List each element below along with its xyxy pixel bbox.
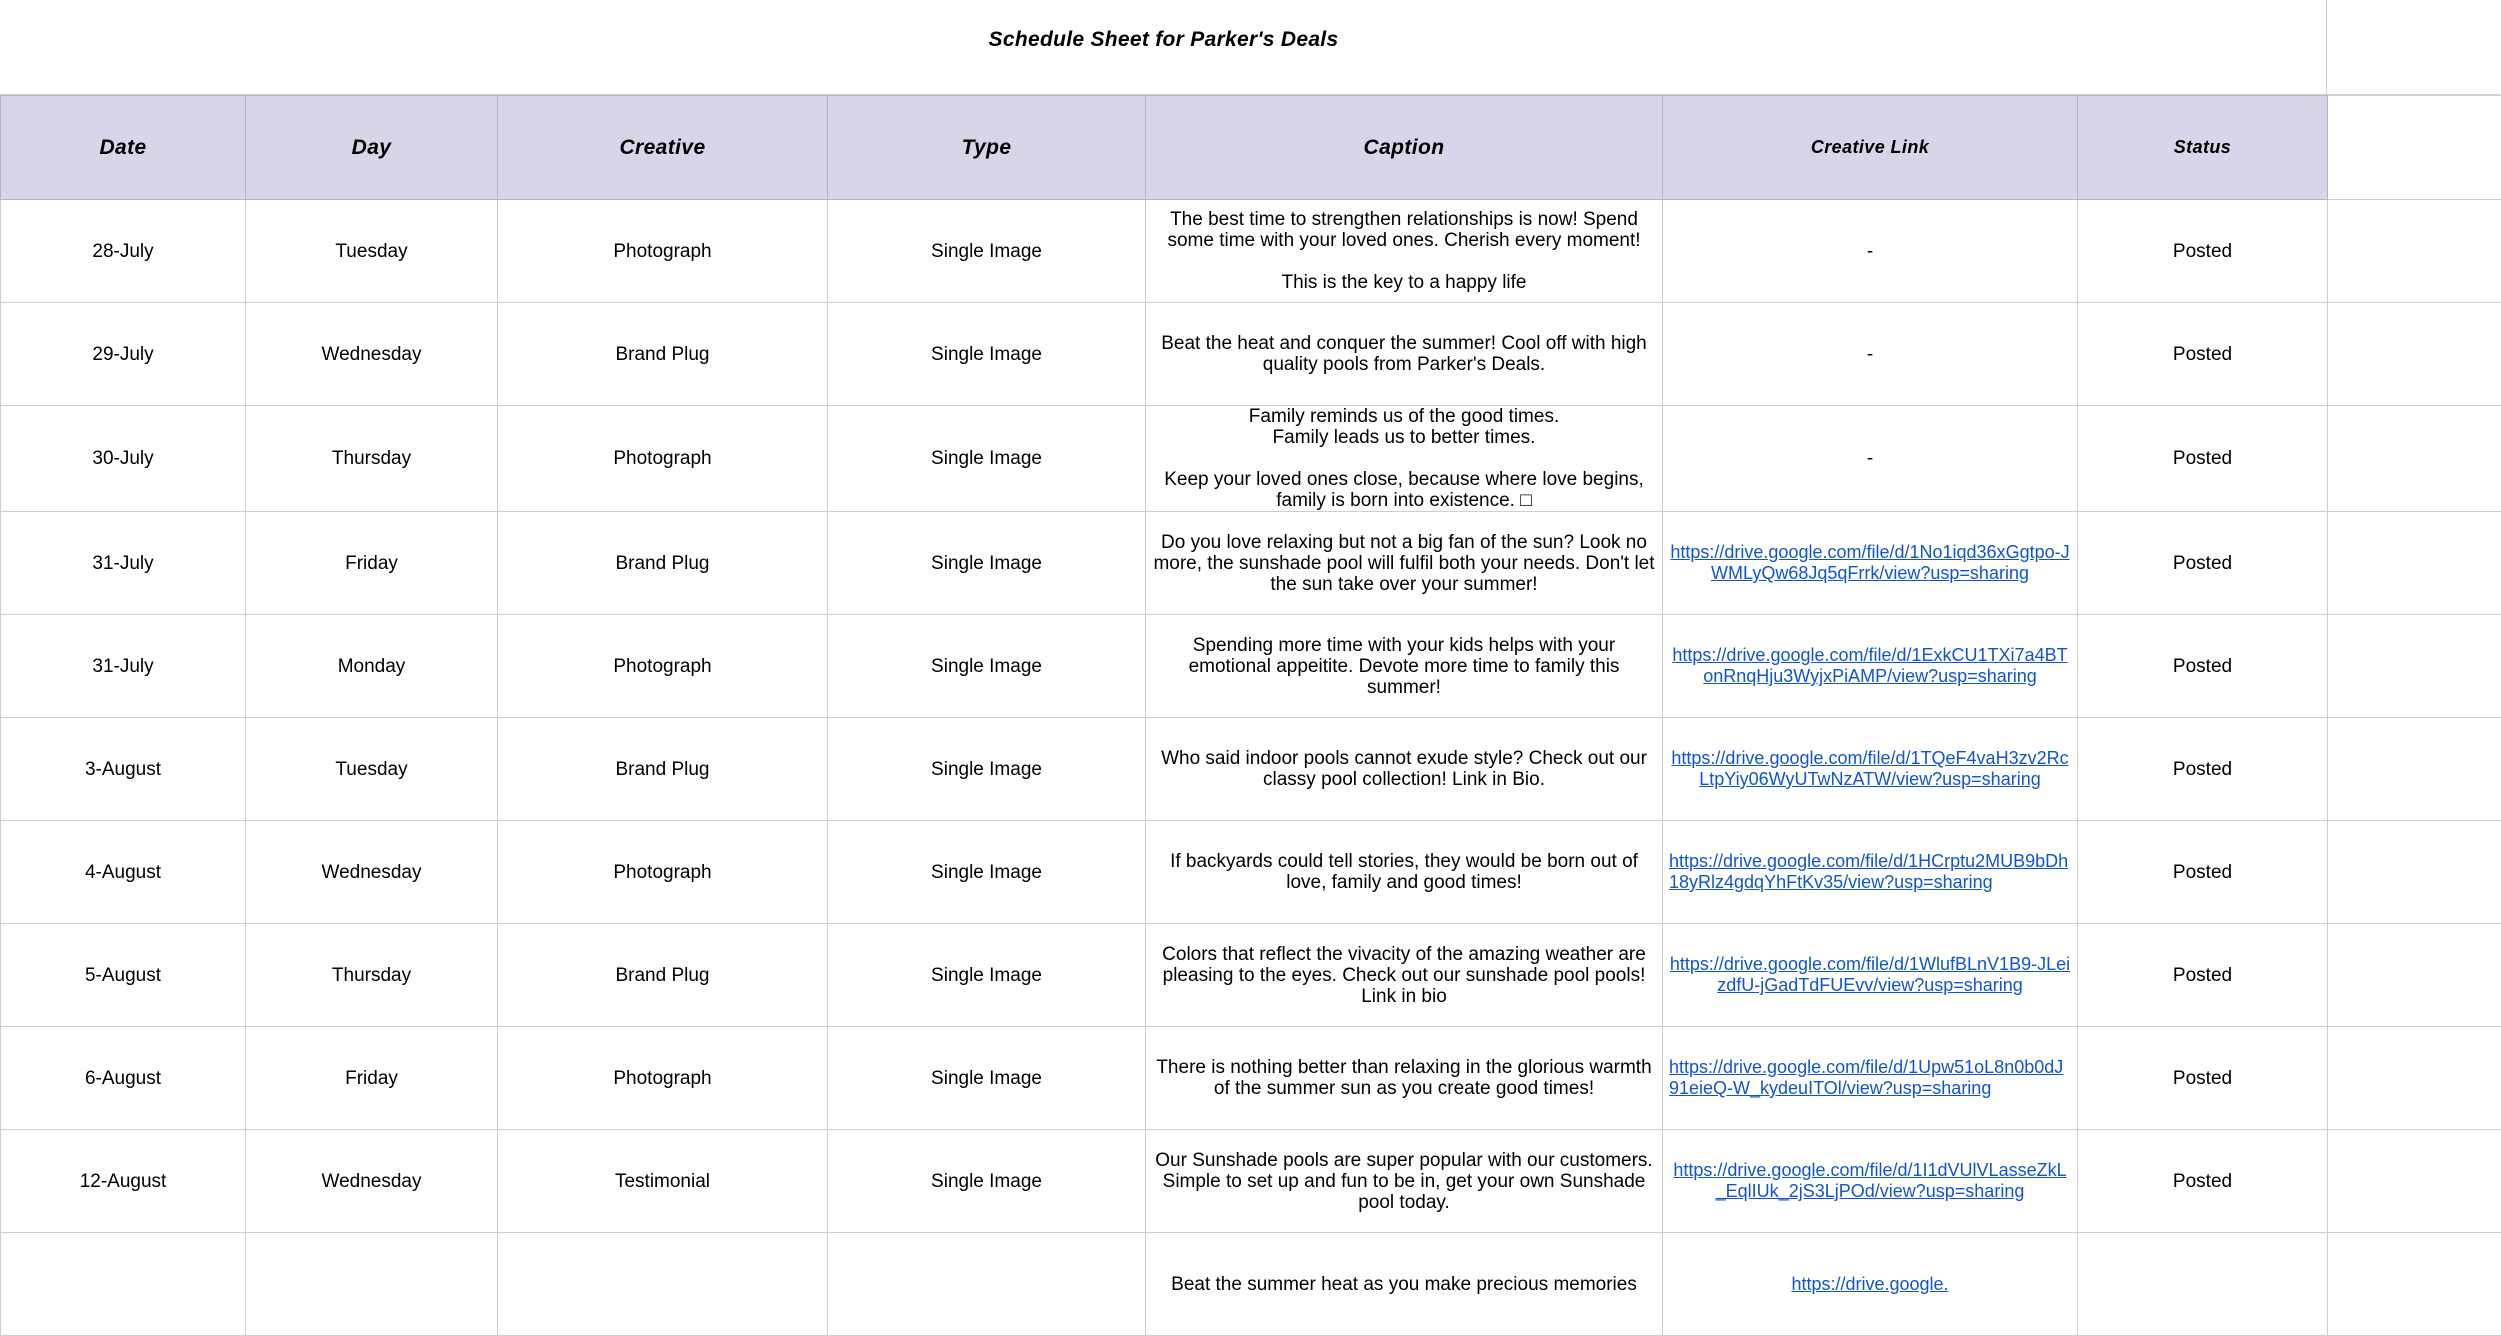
status-cell[interactable]: Posted — [2078, 1130, 2328, 1233]
caption-cell[interactable]: Do you love relaxing but not a big fan of the sun? Look no more, the sunshade pool will fulfil both your needs. Don't let the sun take over your summer! — [1146, 512, 1663, 615]
creative-cell[interactable]: Photograph — [498, 615, 828, 718]
creative-link[interactable]: https://drive.google.com/file/d/1TQeF4vaH3zv2RcLtpYiy06WyUTwNzATW/view?usp=sharing — [1671, 748, 2069, 789]
caption-cell[interactable]: Family reminds us of the good times. Family leads us to better times. Keep your loved ones close, because where love begins, family is born into existence. □ — [1146, 406, 1663, 512]
type-cell[interactable]: Single Image — [828, 1027, 1146, 1130]
table-row — [1, 718, 2501, 821]
type-cell[interactable]: Single Image — [828, 718, 1146, 821]
empty-cell[interactable] — [2327, 0, 2500, 95]
caption-cell[interactable]: Spending more time with your kids helps with your emotional appeitite. Devote more time to family this summer! — [1146, 615, 1663, 718]
schedule-table — [0, 95, 2501, 1336]
empty-cell[interactable] — [2328, 200, 2501, 303]
status-cell[interactable]: Posted — [2078, 200, 2328, 303]
table-row — [1, 924, 2501, 1027]
creative-link[interactable]: https://drive.google.com/file/d/1HCrptu2MUB9bDh18yRlz4gdqYhFtKv35/view?usp=sharing — [1669, 851, 2069, 892]
date-cell[interactable]: 4-August — [1, 821, 246, 924]
day-cell[interactable]: Thursday — [246, 924, 498, 1027]
empty-cell[interactable] — [2328, 1233, 2501, 1336]
type-cell[interactable]: Single Image — [828, 200, 1146, 303]
empty-cell[interactable] — [2328, 303, 2501, 406]
status-cell[interactable]: Posted — [2078, 821, 2328, 924]
creative-link-cell[interactable]: - — [1663, 303, 2078, 406]
date-cell[interactable]: 28-July — [1, 200, 246, 303]
header-day[interactable]: Day — [246, 96, 498, 200]
header-creative-link[interactable]: Creative Link — [1663, 96, 2078, 200]
empty-cell[interactable] — [2328, 718, 2501, 821]
type-cell[interactable]: Single Image — [828, 924, 1146, 1027]
creative-link-cell[interactable] — [1663, 924, 2078, 1027]
day-cell[interactable]: Monday — [246, 615, 498, 718]
creative-link-cell[interactable] — [1663, 821, 2078, 924]
empty-cell[interactable] — [2328, 96, 2501, 200]
header-caption[interactable]: Caption — [1146, 96, 1663, 200]
type-cell[interactable]: Single Image — [828, 1130, 1146, 1233]
title-cell[interactable] — [0, 0, 2327, 95]
status-cell[interactable]: Posted — [2078, 718, 2328, 821]
header-row — [1, 96, 2501, 200]
type-cell[interactable] — [828, 1233, 1146, 1336]
table-row — [1, 1233, 2501, 1336]
day-cell[interactable]: Wednesday — [246, 821, 498, 924]
caption-cell[interactable]: Beat the summer heat as you make precious memories — [1146, 1233, 1663, 1336]
type-cell[interactable]: Single Image — [828, 615, 1146, 718]
table-row — [1, 1130, 2501, 1233]
caption-cell[interactable]: The best time to strengthen relationships is now! Spend some time with your loved ones. Cherish every moment! This is the key to a happy life — [1146, 200, 1663, 303]
table-row — [1, 512, 2501, 615]
date-cell[interactable]: 3-August — [1, 718, 246, 821]
creative-cell[interactable]: Brand Plug — [498, 718, 828, 821]
day-cell[interactable] — [246, 1233, 498, 1336]
empty-cell[interactable] — [2328, 406, 2501, 512]
caption-cell[interactable]: Beat the heat and conquer the summer! Cool off with high quality pools from Parker's Deals. — [1146, 303, 1663, 406]
creative-cell[interactable]: Testimonial — [498, 1130, 828, 1233]
empty-cell[interactable] — [2328, 821, 2501, 924]
creative-link[interactable]: https://drive.google.com/file/d/1ExkCU1TXi7a4BTonRnqHju3WyjxPiAMP/view?usp=sharing — [1672, 645, 2068, 686]
creative-cell[interactable]: Brand Plug — [498, 303, 828, 406]
status-cell[interactable] — [2078, 1233, 2328, 1336]
creative-cell[interactable] — [498, 1233, 828, 1336]
creative-link-cell[interactable] — [1663, 1027, 2078, 1130]
caption-cell[interactable]: Our Sunshade pools are super popular with our customers. Simple to set up and fun to be in, get your own Sunshade pool today. — [1146, 1130, 1663, 1233]
creative-cell[interactable]: Photograph — [498, 821, 828, 924]
day-cell[interactable]: Friday — [246, 1027, 498, 1130]
status-cell[interactable]: Posted — [2078, 924, 2328, 1027]
table-row — [1, 303, 2501, 406]
creative-link-cell[interactable] — [1663, 512, 2078, 615]
table-row — [1, 1027, 2501, 1130]
date-cell[interactable] — [1, 1233, 246, 1336]
creative-cell[interactable]: Photograph — [498, 1027, 828, 1130]
empty-cell[interactable] — [2328, 1130, 2501, 1233]
day-cell[interactable]: Tuesday — [246, 200, 498, 303]
status-cell[interactable]: Posted — [2078, 512, 2328, 615]
day-cell[interactable]: Tuesday — [246, 718, 498, 821]
creative-link-cell[interactable] — [1663, 718, 2078, 821]
header-status[interactable]: Status — [2078, 96, 2328, 200]
creative-link[interactable]: https://drive.google.com/file/d/1Upw51oL8n0b0dJ91eieQ-W_kydeuITOl/view?usp=sharing — [1669, 1057, 2064, 1098]
empty-cell[interactable] — [2328, 615, 2501, 718]
day-cell[interactable]: Friday — [246, 512, 498, 615]
date-cell[interactable]: 12-August — [1, 1130, 246, 1233]
header-creative[interactable]: Creative — [498, 96, 828, 200]
creative-link-cell[interactable]: - — [1663, 406, 2078, 512]
caption-cell[interactable]: If backyards could tell stories, they would be born out of love, family and good times! — [1146, 821, 1663, 924]
table-body — [1, 200, 2501, 1336]
date-cell[interactable]: 31-July — [1, 615, 246, 718]
creative-cell[interactable]: Brand Plug — [498, 924, 828, 1027]
creative-link[interactable]: https://drive.google.com/file/d/1I1dVUlVLasseZkL_EqlIUk_2jS3LjPOd/view?usp=sharing — [1673, 1160, 2067, 1201]
creative-link[interactable]: https://drive.google.com/file/d/1WlufBLnV1B9-JLeizdfU-jGadTdFUEvv/view?usp=sharing — [1669, 954, 2071, 995]
creative-link-cell[interactable] — [1663, 615, 2078, 718]
day-cell[interactable]: Thursday — [246, 406, 498, 512]
status-cell[interactable]: Posted — [2078, 303, 2328, 406]
creative-cell[interactable]: Brand Plug — [498, 512, 828, 615]
creative-link-cell[interactable] — [1663, 1233, 2078, 1336]
creative-link[interactable]: https://drive.google. — [1791, 1273, 1949, 1294]
date-cell[interactable]: 6-August — [1, 1027, 246, 1130]
caption-cell[interactable]: Who said indoor pools cannot exude style? Check out our classy pool collection! Link in Bio. — [1146, 718, 1663, 821]
day-cell[interactable]: Wednesday — [246, 303, 498, 406]
type-cell[interactable]: Single Image — [828, 406, 1146, 512]
status-cell[interactable]: Posted — [2078, 406, 2328, 512]
date-cell[interactable]: 30-July — [1, 406, 246, 512]
table-row — [1, 200, 2501, 303]
date-cell[interactable]: 31-July — [1, 512, 246, 615]
type-cell[interactable]: Single Image — [828, 303, 1146, 406]
date-cell[interactable]: 5-August — [1, 924, 246, 1027]
day-cell[interactable]: Wednesday — [246, 1130, 498, 1233]
table-row — [1, 615, 2501, 718]
type-cell[interactable]: Single Image — [828, 512, 1146, 615]
status-cell[interactable]: Posted — [2078, 615, 2328, 718]
empty-cell[interactable] — [2328, 512, 2501, 615]
type-cell[interactable]: Single Image — [828, 821, 1146, 924]
creative-link-cell[interactable]: - — [1663, 200, 2078, 303]
creative-link[interactable]: https://drive.google.com/file/d/1No1iqd36xGgtpo-JWMLyQw68Jq5qFrrk/view?usp=sharing — [1670, 542, 2070, 583]
header-date[interactable]: Date — [1, 96, 246, 200]
caption-cell[interactable]: There is nothing better than relaxing in the glorious warmth of the summer sun as you create good times! — [1146, 1027, 1663, 1130]
creative-cell[interactable]: Photograph — [498, 406, 828, 512]
creative-link-cell[interactable] — [1663, 1130, 2078, 1233]
creative-cell[interactable]: Photograph — [498, 200, 828, 303]
empty-cell[interactable] — [2328, 924, 2501, 1027]
header-type[interactable]: Type — [828, 96, 1146, 200]
empty-cell[interactable] — [2328, 1027, 2501, 1130]
sheet-title: Schedule Sheet for Parker's Deals — [988, 28, 1339, 51]
status-cell[interactable]: Posted — [2078, 1027, 2328, 1130]
date-cell[interactable]: 29-July — [1, 303, 246, 406]
table-row — [1, 406, 2501, 512]
caption-cell[interactable]: Colors that reflect the vivacity of the amazing weather are pleasing to the eyes. Check out our sunshade pool pools! Link in bio — [1146, 924, 1663, 1027]
table-row — [1, 821, 2501, 924]
